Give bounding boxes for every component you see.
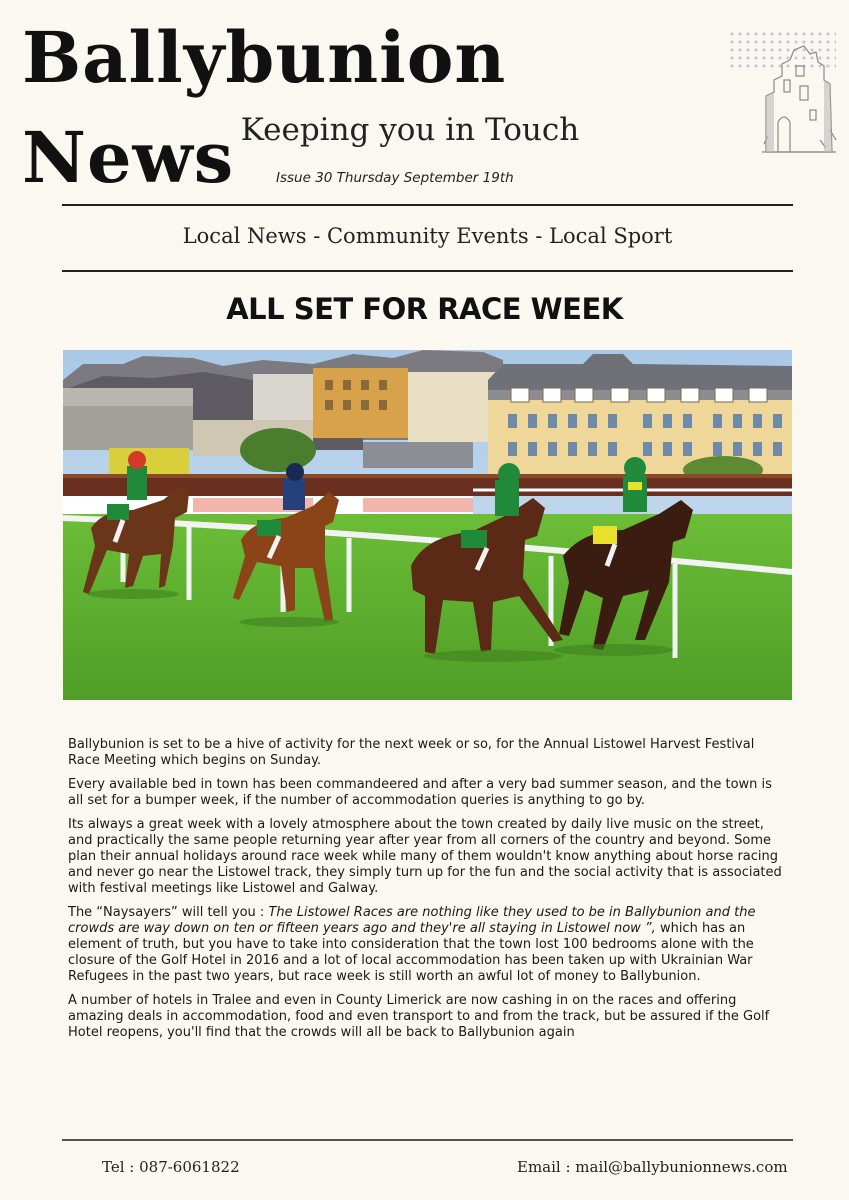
divider [62, 204, 793, 206]
article-paragraph: A number of hotels in Tralee and even in County Limerick are now cashing in on the races and offering amazing deals in accommodation, food and even transport to and from the track, but be assured if the Golf Hotel reopens, you'll find that the crowds will all be back to Ballybunion again [68, 993, 770, 1040]
masthead-tagline: Keeping you in Touch [240, 112, 580, 148]
article-body [68, 737, 788, 1049]
article-paragraph [68, 905, 788, 985]
masthead-title: Ballybunion News [22, 16, 507, 199]
section-list: Local News - Community Events - Local Sport [182, 224, 673, 248]
footer-divider [62, 1139, 793, 1141]
article-paragraph: Ballybunion is set to be a hive of activity for the next week or so, for the Annual Listowel Harvest Festival Race Meeting which begins on Sunday. [68, 737, 755, 768]
footer-phone: Tel : 087-6061822 [102, 1158, 240, 1176]
issue-info: Issue 30 Thursday September 19th [276, 170, 514, 186]
paragraph-continuation: which has an element of truth, but you have to take into consideration that the town lost 100 bedrooms alone with the closure of the Golf Hotel in 2016 and a lot of local accommodation has been taken up with Ukrainian War Refugees in the past two years, but race week is still worth an awful lot of money to Ballybunion. [68, 921, 754, 984]
article-headline: ALL SET FOR RACE WEEK [226, 292, 623, 326]
article-paragraph: Its always a great week with a lovely atmosphere about the town created by daily live music on the street, and practically the same people returning year after year from all corners of the country and beyond. Some plan their annual holidays around race week while many of them wouldn't know anything about horse racing and never go near the Listowel track, they simply turn up for the fun and the social activity that is associated with festival meetings like Listowel and Galway. [68, 817, 782, 896]
naysayer-quote: The Listowel Races are nothing like they used to be in Ballybunion and the crowds are way down on ten or fifteen years ago and they're all staying in Listowel now ”, [68, 905, 756, 936]
footer-email: Email : mail@ballybunionnews.com [517, 1158, 788, 1176]
paragraph-intro: The “Naysayers” will tell you : [68, 905, 269, 920]
article-paragraph: Every available bed in town has been commandeered and after a very bad summer season, and the town is all set for a bumper week, if the number of accommodation queries is anything to go by. [68, 777, 772, 808]
race-photo [63, 350, 792, 700]
divider [62, 270, 793, 272]
horse-racing-illustration [63, 350, 792, 700]
